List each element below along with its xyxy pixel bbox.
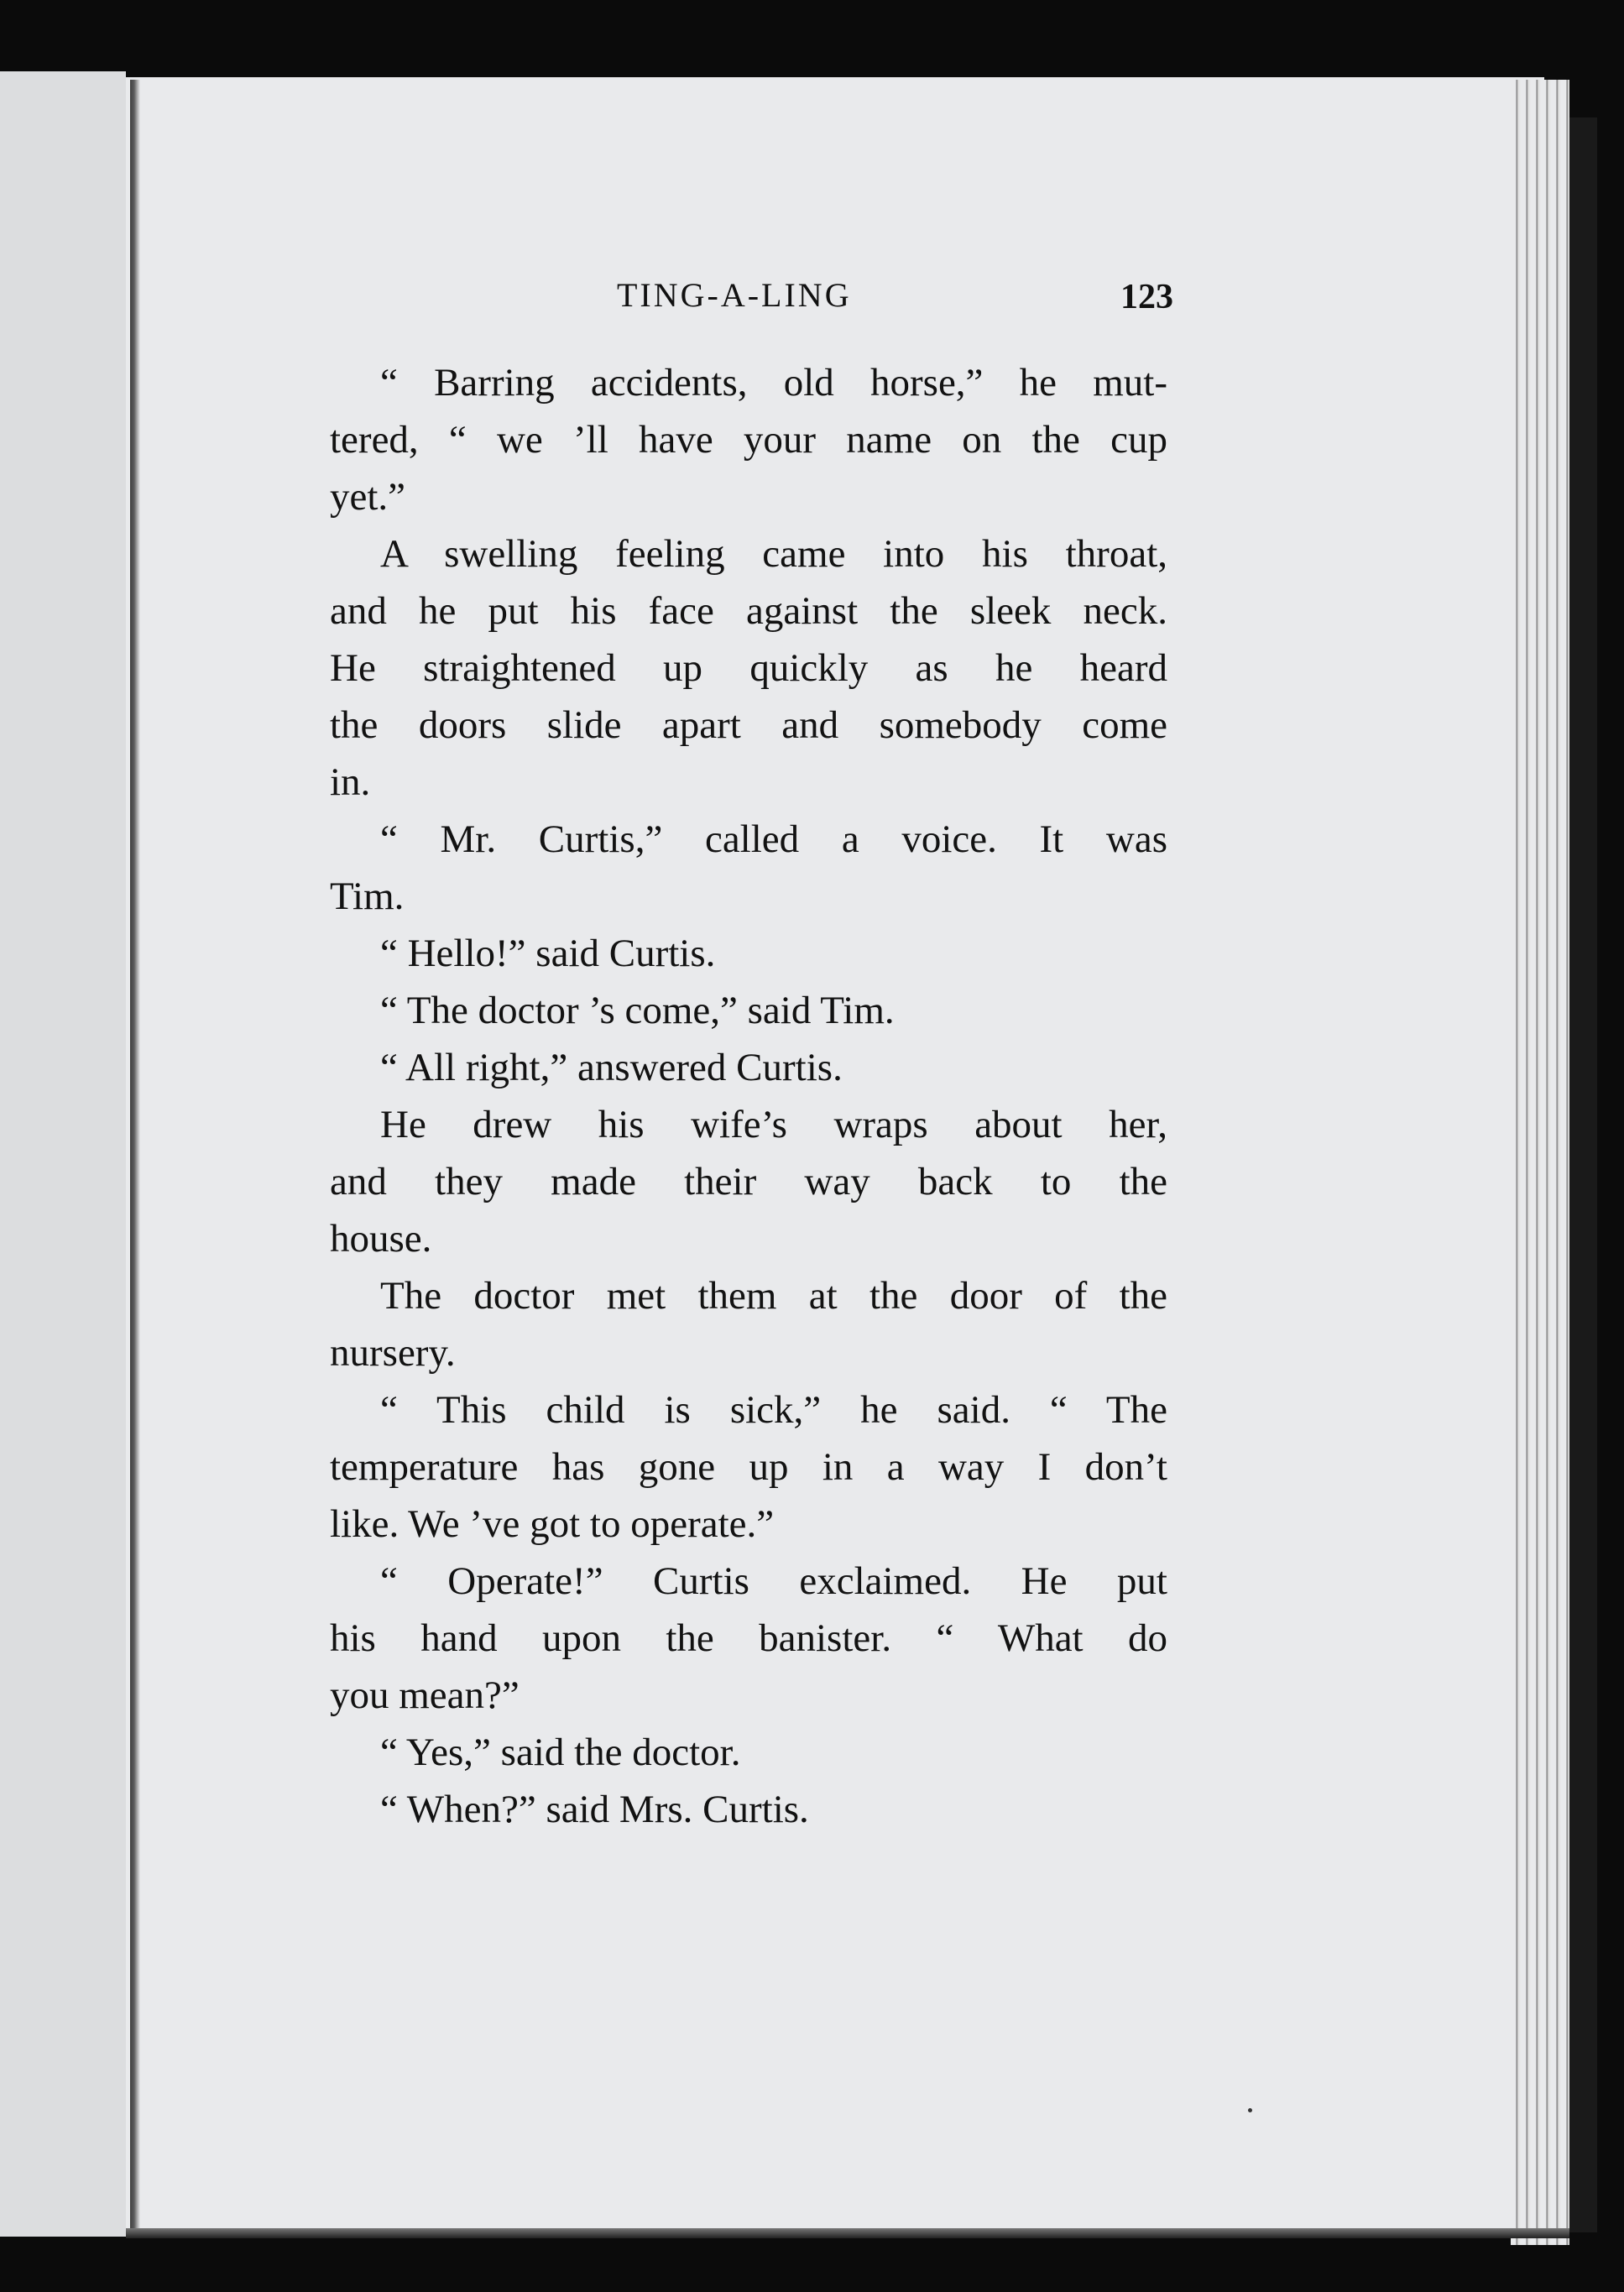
text-line: house.	[330, 1217, 432, 1261]
running-title: TING-A-LING	[617, 276, 852, 314]
text-line: “ Mr. Curtis,” called a voice. It was	[380, 817, 1167, 861]
text-line: in.	[330, 760, 371, 804]
text-line: He straightened up quickly as he heard	[330, 646, 1167, 690]
text-line: the doors slide apart and somebody come	[330, 703, 1167, 747]
text-line: “ Hello!” said Curtis.	[380, 932, 716, 975]
book-gutter	[130, 80, 140, 2228]
text-line: “ All right,” answered Curtis.	[380, 1046, 843, 1089]
facing-page-edge	[0, 71, 126, 2237]
text-line: and they made their way back to the	[330, 1160, 1167, 1203]
text-line: his hand upon the banister. “ What do	[330, 1616, 1167, 1660]
running-head	[332, 275, 1171, 317]
text-line: “ When?” said Mrs. Curtis.	[380, 1788, 809, 1831]
page-bottom-edge	[126, 2228, 1569, 2238]
text-line: yet.”	[330, 475, 406, 519]
text-line: you mean?”	[330, 1673, 520, 1717]
page-edges	[1511, 80, 1569, 2245]
text-line: “ Barring accidents, old horse,” he mut-	[380, 361, 1167, 405]
text-line: tered, “ we ’ll have your name on the cup	[330, 418, 1167, 462]
text-line: temperature has gone up in a way I don’t	[330, 1445, 1167, 1489]
text-line: A swelling feeling came into his throat,	[380, 532, 1167, 576]
text-line: “ Yes,” said the doctor.	[380, 1731, 741, 1774]
body-text	[330, 354, 1167, 1838]
text-line: “ This child is sick,” he said. “ The	[380, 1388, 1167, 1432]
text-line: He drew his wife’s wraps about her,	[380, 1103, 1167, 1146]
text-line: The doctor met them at the door of the	[380, 1274, 1167, 1318]
text-line: like. We ’ve got to operate.”	[330, 1502, 775, 1546]
text-line: and he put his face against the sleek neck.	[330, 589, 1167, 633]
page-number: 123	[1120, 278, 1173, 316]
text-line: “ The doctor ’s come,” said Tim.	[380, 989, 895, 1032]
scan-speck	[1248, 2108, 1252, 2112]
text-line: Tim.	[330, 875, 405, 918]
text-line: “ Operate!” Curtis exclaimed. He put	[380, 1559, 1167, 1603]
text-line: nursery.	[330, 1331, 456, 1375]
